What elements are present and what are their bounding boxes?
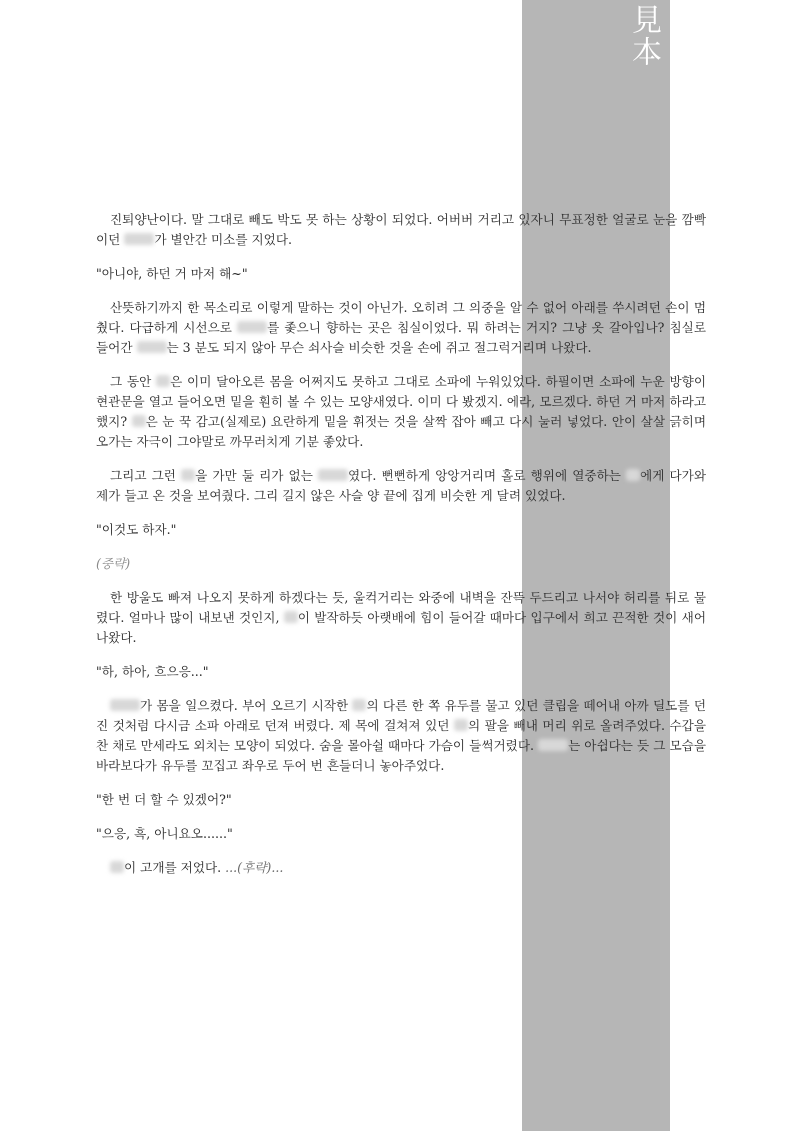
redacted-name [181, 469, 195, 481]
redacted-name [352, 699, 366, 711]
redacted-name [124, 233, 154, 245]
redacted-name [110, 699, 140, 711]
dialogue-line: "으응, 흑, 아니요오......" [96, 826, 233, 841]
document-body [96, 210, 706, 892]
redacted-name [318, 469, 348, 481]
paragraph: 가 몸을 일으켰다. 부어 오르기 시작한 의 다른 한 쪽 유두를 물고 있던 클립을 떼어내 아까 딜도를 던진 것처럼 다시금 소파 아래로 던져 버렸다. 제 목에 걸쳐져 있던 의 팔을 빼내 머리 위로 올려주었다. 수갑을 찬 채로 만세라도 외치는 모양이 되었다. 숨을 몰아쉴 때마다 가슴이 들썩거렸다. 는 아쉽다는 듯 그 모습을 바라보다가 유두를 꼬집고 좌우로 두어 번 흔들더니 놓아주었다. [96, 698, 706, 773]
redacted-name [284, 611, 298, 623]
paragraph: 진퇴양난이다. 말 그대로 빼도 박도 못 하는 상황이 되었다. 어버버 거리고 있자니 무표정한 얼굴로 눈을 깜빡이던 가 별안간 미소를 지었다. [96, 212, 706, 247]
paragraph: 산뜻하기까지 한 목소리로 이렇게 말하는 것이 아닌가. 오히려 그 의중을 알 수 없어 아래를 쑤시려던 손이 멈췄다. 다급하게 시선으로 를 좇으니 향하는 곳은 침실이었다. 뭐 하려는 거지? 그냥 옷 갈아입나? 침실로 들어간 는 3 분도 되지 않아 무슨 쇠사슬 비슷한 것을 손에 쥐고 절그럭거리며 나왔다. [96, 300, 706, 355]
omission-mark: (중략) [96, 556, 131, 571]
continuation-mark: ...(후략)... [225, 860, 284, 875]
redacted-name [132, 415, 146, 427]
paragraph: 한 방울도 빠져 나오지 못하게 하겠다는 듯, 울컥거리는 와중에 내벽을 잔뜩 두드리고 나서야 허리를 뒤로 물렸다. 얼마나 많이 내보낸 것인지, 이 발작하듯 아랫배에 힘이 들어갈 때마다 입구에서 희고 끈적한 것이 새어 나왔다. [96, 590, 706, 645]
redacted-name [156, 375, 170, 387]
redacted-name [237, 321, 267, 333]
paragraph: 그리고 그런 을 가만 둘 리가 없는 였다. 뻔뻔하게 앙앙거리며 홀로 행위에 열중하는 에게 다가와 제가 들고 온 것을 보여줬다. 그리 길지 않은 사슬 양 끝에 집게 비슷한 게 달려 있었다. [96, 468, 706, 503]
redacted-name [454, 719, 468, 731]
redacted-name [626, 469, 640, 481]
dialogue-line: "아니야, 하던 거 마저 해~" [96, 266, 248, 281]
redacted-name [538, 739, 568, 751]
paragraph: 이 고개를 저었다. ...(후략)... [96, 858, 706, 878]
redacted-name [110, 861, 124, 873]
paragraph: 그 동안 은 이미 달아오른 몸을 어쩌지도 못하고 그대로 소파에 누워있었다. 하필이면 소파에 누운 방향이 현관문을 열고 들어오면 밑을 훤히 볼 수 있는 모양새였다. 이미 다 봤겠지. 에라, 모르겠다. 하던 거 마저 하라고 했지? 은 눈 꾹 감고(실제로) 요란하게 밑을 휘젓는 것을 살짝 잡아 빼고 다시 눌러 넣었다. 안이 살살 긁히며 오가는 자극이 그야말로 까무러치게 기분 좋았다. [96, 374, 706, 449]
dialogue-line: "하, 하아, 흐으응..." [96, 664, 209, 679]
redacted-name [137, 341, 167, 353]
dialogue-line: "한 번 더 할 수 있겠어?" [96, 792, 232, 807]
dialogue-line: "이것도 하자." [96, 522, 177, 537]
sample-watermark: 見本 [626, 4, 661, 68]
